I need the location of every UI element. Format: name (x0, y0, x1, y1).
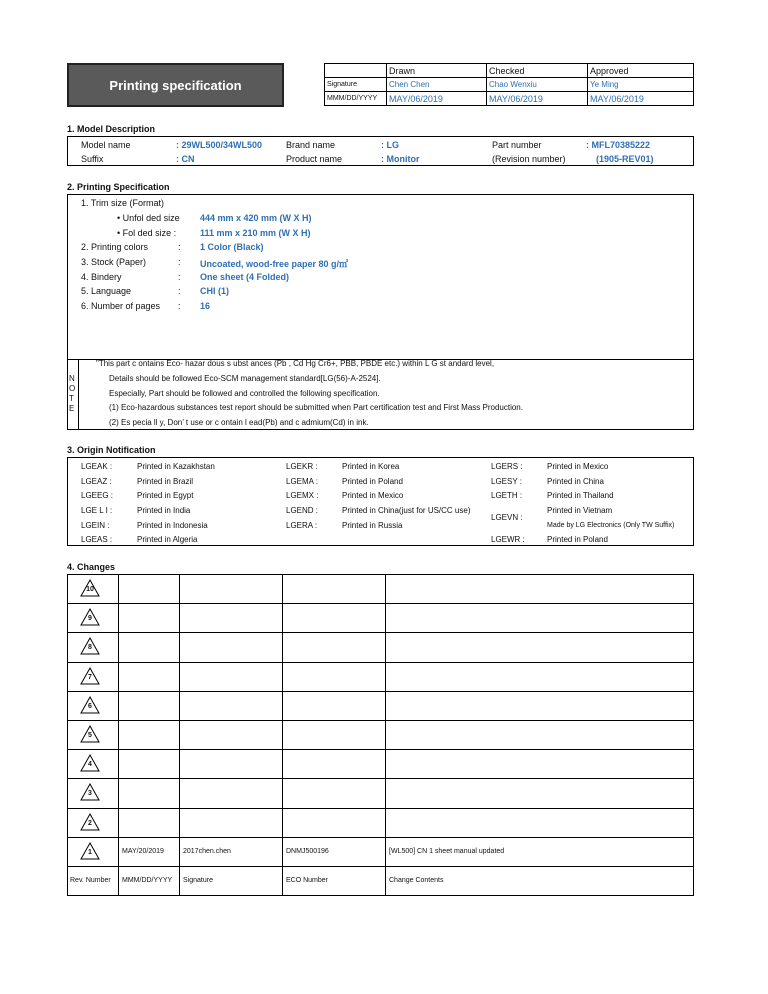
model-heading: 1. Model Description (67, 124, 156, 134)
revision-number: 5 (88, 732, 92, 740)
note-tab (68, 359, 79, 430)
changes-heading: 4. Changes (67, 562, 116, 572)
change-row (68, 720, 694, 749)
origin-table (81, 459, 693, 547)
signature-approved: Ye Ming (588, 78, 694, 92)
spec-item-value: Uncoated, wood-free paper 80 g/㎡ (200, 259, 349, 269)
note-line: "This part c ontains Eco- hazar dous s ubst ances (Pb , Cd Hg Cr6+, PBB, PBDE etc.) within L G st andard level, (96, 359, 495, 368)
unfolded-label: • Unfol ded size (117, 213, 180, 223)
signature-checked: Chao Wenxiu (487, 78, 588, 92)
spec-item-value: One sheet (4 Folded) (200, 272, 290, 282)
change-row (68, 691, 694, 720)
note-line: Especially, Part should be followed and controlled the following specification. (109, 389, 380, 398)
spec-item-value: CHI (1) (200, 286, 229, 296)
date-checked: MAY/06/2019 (487, 92, 588, 106)
table-row: LGE L I : Printed in India LGEND : Printed in China(just for US/CC use) LGEVN : Printed in Vietnam (81, 505, 613, 523)
col-approved: Approved (588, 64, 694, 78)
revision-number: 1 (88, 848, 92, 856)
signature-label: Signature (325, 78, 387, 92)
revision-number: 6 (88, 702, 92, 710)
change-row (68, 779, 694, 808)
change-row (68, 750, 694, 779)
table-row: LGEEG : Printed in Egypt LGEMX : Printed in Mexico LGETH : Printed in Thailand (81, 491, 614, 501)
model-box (67, 136, 694, 166)
unfolded-value: 444 mm x 420 mm (W X H) (200, 213, 312, 223)
spec-item-label: 6. Number of pages (81, 301, 161, 311)
rev-value: (1905-REV01) (596, 154, 654, 164)
note-line: (2) Es pecia ll y, Don’ t use or c ontain l ead(Pb) and c admium(Cd) in ink. (109, 418, 369, 427)
revision-number: 3 (88, 790, 92, 798)
spec-item-label: 5. Language (81, 286, 132, 296)
page-title: Printing specification (67, 63, 284, 107)
brand-value: : LG (381, 140, 399, 150)
revision-number: 9 (88, 615, 92, 623)
part-value: : MFL70385222 (586, 140, 651, 150)
change-cell: 2017chen.chen (180, 837, 283, 866)
change-row (68, 662, 694, 691)
change-row (68, 575, 694, 604)
suffix-value: : CN (176, 154, 195, 164)
change-row (68, 837, 694, 866)
spec-item-value: 16 (200, 301, 211, 311)
revision-triangle-icon (80, 637, 100, 655)
folded-value: 111 mm x 210 mm (W X H) (200, 228, 311, 238)
note-line: Details should be followed Eco-SCM management standard[LG(56)-A-2524]. (109, 374, 381, 383)
revision-triangle-icon (80, 667, 100, 685)
revision-triangle-icon (80, 579, 100, 597)
col-checked: Checked (487, 64, 588, 78)
revision-triangle-icon (80, 813, 100, 831)
col-drawn: Drawn (387, 64, 487, 78)
revision-triangle-icon (80, 754, 100, 772)
date-approved: MAY/06/2019 (588, 92, 694, 106)
table-row: LGEAK : Printed in Kazakhstan LGEKR : Printed in Korea LGERS : Printed in Mexico (81, 461, 609, 471)
product-value: : Monitor (381, 154, 420, 164)
note-line: (1) Eco-hazardous substances test report should be submitted when Part certification test and First Mass Production. (109, 403, 523, 412)
signature-drawn: Chen Chen (387, 78, 487, 92)
model-name-value: : 29WL500/34WL500 (176, 140, 263, 150)
spec-item-value: 1 Color (Black) (200, 242, 264, 252)
change-cell: [WL500] CN 1 sheet manual updated (386, 837, 694, 866)
date-drawn: MAY/06/2019 (387, 92, 487, 106)
folded-label: • Fol ded size : (117, 228, 177, 238)
changes-table (67, 574, 694, 896)
spec-item-label: 3. Stock (Paper) (81, 257, 147, 267)
revision-triangle-icon (80, 725, 100, 743)
spec-heading: 2. Printing Specification (67, 182, 170, 192)
table-row: LGEIN : Printed in Indonesia LGERA : Printed in Russia Made by LG Electronics (Only TW Suffix) (81, 520, 675, 530)
brand-label: Brand name (286, 140, 336, 150)
origin-box (67, 457, 694, 546)
model-name-label: Model name (81, 140, 131, 150)
spec-item-label: 4. Bindery (81, 272, 122, 282)
note-letter: E (69, 404, 75, 413)
trim-label: 1. Trim size (Format) (81, 198, 165, 208)
change-row (68, 633, 694, 662)
spec-box: 1. Trim size (Format) • Unfol ded size 444 mm x 420 mm (W X H) • Fol ded size : 111 mm x 210 mm (W X H) 2. Printing colors : 1 Color (Black) 3. Stock (Paper) : Uncoated, wood-free paper 80 g/㎡ 4. Bindery : One sheet (4 Folded) 5. Language : CHI (1) 6. Number of pages : 16 N O T E "This part c ontains Eco- hazar dous s ubst ances (Pb , Cd Hg Cr6+, PBB, PBDE etc.) within L G st andard level, Details should be followed Eco-SCM management standard[LG(56)-A-2524]. Especially, Part should be followed and controlled the following specification. (1) Eco-hazardous substances test report should be submitted when Part certification test and First Mass Production. (2) Es pecia ll y, Don’ t use or c ontain l ead(Pb) and c admium(Cd) in ink. (67, 194, 694, 430)
revision-triangle-icon (80, 783, 100, 801)
suffix-label: Suffix (81, 154, 104, 164)
revision-number: 7 (88, 673, 92, 681)
revision-triangle-icon (80, 696, 100, 714)
revision-number: 4 (88, 761, 92, 769)
change-cell: DNMJ500196 (283, 837, 386, 866)
change-row (68, 808, 694, 837)
revision-number: 8 (88, 644, 92, 652)
table-row: LGEAS : Printed in Algeria LGEWR : Printed in Poland (81, 535, 608, 545)
approval-table (324, 63, 694, 106)
product-label: Product name (286, 154, 343, 164)
rev-label: (Revision number) (492, 154, 566, 164)
table-row: LGEAZ : Printed in Brazil LGEMA : Printed in Poland LGESY : Printed in China (81, 476, 604, 486)
spec-item-label: 2. Printing colors (81, 242, 149, 252)
revision-number: 10 (86, 586, 94, 594)
part-label: Part number (492, 140, 542, 150)
change-cell: MAY/20/2019 (119, 837, 180, 866)
note-letter: N (69, 374, 75, 383)
origin-heading: 3. Origin Notification (67, 445, 156, 455)
revision-triangle-icon (80, 608, 100, 626)
note-letter: O (69, 384, 76, 393)
date-label: MMM/DD/YYYY (325, 92, 387, 106)
note-letter: T (69, 394, 74, 403)
change-row (68, 604, 694, 633)
revision-number: 2 (88, 819, 92, 827)
revision-triangle-icon (80, 842, 100, 860)
changes-footer-row: Rev. Number MMM/DD/YYYY Signature ECO Number Change Contents (68, 866, 694, 895)
